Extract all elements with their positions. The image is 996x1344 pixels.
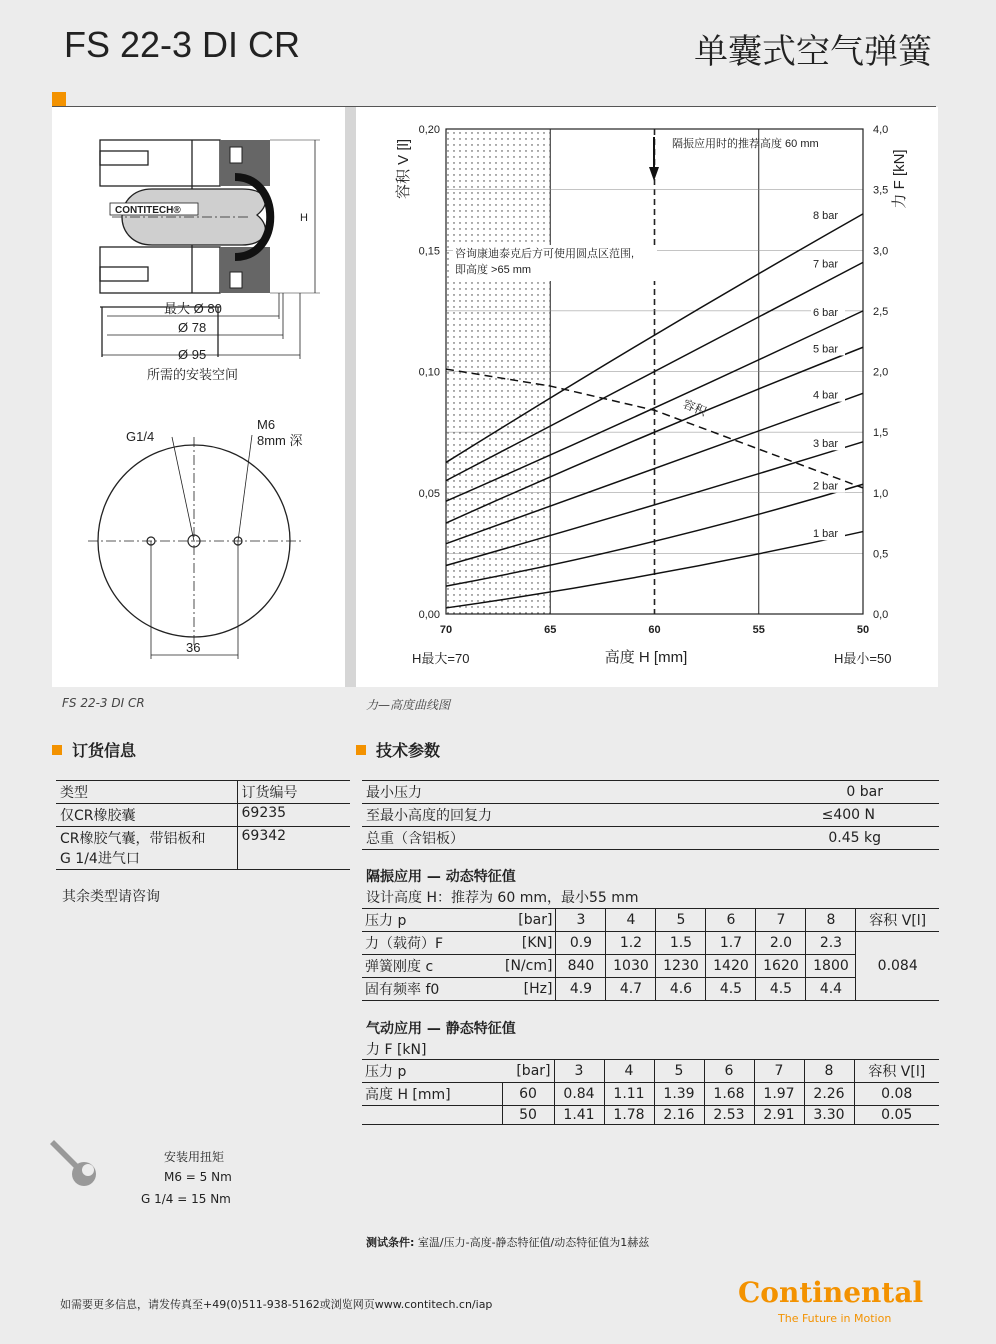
order-col-type: 类型	[56, 781, 237, 804]
x-axis-label: 高度 H [mm]	[604, 649, 688, 666]
param-value: 4.5	[706, 978, 756, 1001]
order-code-cell: 69342	[241, 828, 287, 844]
param-unit: [N/cm]	[505, 958, 553, 974]
param-value: 840	[556, 955, 606, 978]
height-label	[362, 1106, 502, 1125]
order-col-code: 订货编号	[241, 785, 298, 801]
param-unit: [bar]	[518, 912, 553, 928]
param-unit: [bar]	[516, 1063, 551, 1079]
dynamic-table	[362, 908, 939, 1001]
param-value: 1230	[656, 955, 706, 978]
y-right-tick-label: 3,0	[873, 245, 889, 258]
table-row	[362, 909, 939, 932]
table-row	[362, 955, 939, 978]
param-unit: [KN]	[521, 935, 553, 951]
tech-label: 至最小高度的回复力	[366, 808, 492, 824]
recommended-height-note: 隔振应用时的推荐高度 60 mm	[672, 138, 819, 150]
install-space-label: 所需的安装空间	[147, 367, 239, 382]
param-value: 0.9	[556, 932, 606, 955]
param-value: 3	[554, 1060, 604, 1083]
thread-depth-label: 8mm 深	[257, 433, 303, 448]
height-value: 50	[502, 1106, 554, 1125]
series-label: 7 bar	[813, 258, 839, 271]
param-value: 4.4	[806, 978, 856, 1001]
table-row	[362, 1060, 939, 1083]
force-value: 3.30	[804, 1106, 854, 1125]
y-left-tick-label: 0,15	[418, 245, 440, 258]
h-min-label: H最小=50	[834, 651, 892, 666]
x-tick-label: 60	[648, 624, 661, 636]
param-value: 1.2	[606, 932, 656, 955]
test-conditions-text: 室温/压力-高度-静态特征值/动态特征值为1赫兹	[417, 1236, 650, 1249]
param-value: 7	[754, 1060, 804, 1083]
series-label: 4 bar	[813, 389, 839, 402]
torque-g14: G 1/4 = 15 Nm	[141, 1192, 231, 1206]
series-label: 6 bar	[813, 306, 839, 319]
arrow-head-icon	[649, 167, 659, 181]
param-value: 3	[556, 909, 606, 932]
param-label: 固有频率 f0	[365, 982, 440, 998]
param-value: 1.5	[656, 932, 706, 955]
order-type-cell: CR橡胶气囊，带铝板和	[60, 831, 206, 847]
h-max-label: H最大=70	[412, 651, 470, 666]
force-value: 1.68	[704, 1083, 754, 1106]
force-value: 2.26	[804, 1083, 854, 1106]
param-value: 1800	[806, 955, 856, 978]
dim-78: Ø 78	[178, 320, 207, 335]
force-value: 1.97	[754, 1083, 804, 1106]
param-label: 弹簧刚度 c	[365, 959, 434, 975]
order-type-cell-line2: G 1/4进气口	[60, 851, 140, 867]
tech-basic-table	[362, 780, 939, 850]
table-row	[56, 804, 350, 827]
bullet-square-icon	[356, 745, 366, 755]
x-tick-label: 55	[752, 624, 765, 636]
table-row	[362, 932, 939, 955]
param-value: 8	[804, 1060, 854, 1083]
param-value: 7	[756, 909, 806, 932]
param-value: 4	[604, 1060, 654, 1083]
footer-contact: 如需要更多信息，请发传真至+49(0)511-938-5162或浏览网页www.contitech.cn/iap	[60, 1298, 493, 1311]
height-value: 60	[502, 1083, 554, 1106]
force-value: 0.84	[554, 1083, 604, 1106]
series-label: 2 bar	[813, 480, 839, 493]
bullet-square-icon	[52, 745, 62, 755]
force-height-chart	[356, 107, 938, 687]
force-value: 2.16	[654, 1106, 704, 1125]
order-section-heading	[52, 738, 136, 761]
tech-label: 最小压力	[366, 785, 422, 801]
param-value: 6	[706, 909, 756, 932]
series-label: 8 bar	[813, 209, 839, 222]
force-value: 2.53	[704, 1106, 754, 1125]
dotted-note-line1: 咨询康迪泰克后方可使用圆点区范围,	[455, 248, 635, 260]
table-row	[56, 827, 350, 870]
brand-slogan: The Future in Motion	[778, 1312, 892, 1325]
order-note: 其余类型请咨询	[62, 889, 160, 905]
series-label: 3 bar	[813, 438, 839, 451]
param-unit: [Hz]	[523, 981, 553, 997]
table-row	[362, 804, 939, 827]
series-label: 1 bar	[813, 528, 839, 541]
tech-heading-text: 技术参数	[376, 741, 441, 760]
dyn-title: 隔振应用 — 动态特征值	[366, 869, 516, 885]
param-value: 2.3	[806, 932, 856, 955]
param-label: 压力 p	[365, 913, 407, 929]
param-value: 1030	[606, 955, 656, 978]
param-value: 4.5	[756, 978, 806, 1001]
param-value: 4.7	[606, 978, 656, 1001]
param-label: 压力 p	[365, 1064, 407, 1080]
volume-header: 容积 V[l]	[856, 909, 939, 932]
thread-label: M6	[257, 417, 276, 432]
table-row	[362, 781, 939, 804]
order-table	[56, 780, 350, 870]
param-value: 6	[704, 1060, 754, 1083]
force-value: 1.78	[604, 1106, 654, 1125]
y-right-tick-label: 0,5	[873, 548, 889, 561]
order-code-cell: 69235	[241, 805, 287, 821]
table-row	[362, 827, 939, 850]
force-value: 1.11	[604, 1083, 654, 1106]
volume-value: 0.084	[856, 932, 939, 1001]
y-right-tick-label: 2,0	[873, 366, 889, 379]
tech-value: 0.45 kg	[828, 830, 881, 846]
dotted-note-line2: 即高度 >65 mm	[455, 264, 532, 276]
y-right-tick-label: 1,0	[873, 487, 889, 500]
tech-section-heading	[356, 738, 440, 761]
torque-title: 安装用扭矩	[164, 1150, 225, 1164]
dim-max-80: 最大 Ø 80	[164, 301, 222, 316]
dyn-subtitle: 设计高度 H：推荐为 60 mm，最小55 mm	[366, 890, 639, 906]
param-value: 4	[606, 909, 656, 932]
x-tick-label: 50	[856, 624, 870, 636]
x-tick-label: 70	[439, 624, 453, 636]
table-row	[362, 1106, 939, 1125]
page-title-chinese: 单囊式空气弹簧	[694, 32, 932, 72]
technical-drawing	[52, 107, 345, 687]
param-value: 8	[806, 909, 856, 932]
force-value: 2.91	[754, 1106, 804, 1125]
continental-logo: Continental	[738, 1276, 924, 1309]
chart-caption: 力—高度曲线图	[366, 698, 451, 712]
y-left-tick-label: 0,00	[418, 609, 440, 621]
y-right-axis-label: 力 F [kN]	[891, 149, 908, 209]
y-right-tick-label: 2,5	[873, 305, 889, 318]
accent-square	[52, 92, 66, 106]
drawing-caption: FS 22-3 DI CR	[62, 696, 145, 710]
param-value: 5	[656, 909, 706, 932]
y-left-tick-label: 0,10	[418, 366, 440, 379]
y-right-tick-label: 3,5	[873, 184, 889, 197]
y-right-tick-label: 0,0	[873, 609, 889, 621]
param-value: 4.9	[556, 978, 606, 1001]
param-value: 1620	[756, 955, 806, 978]
param-value: 5	[654, 1060, 704, 1083]
order-type-cell: 仅CR橡胶囊	[56, 804, 237, 827]
test-conditions-label: 测试条件:	[366, 1236, 415, 1249]
dim-95: Ø 95	[178, 347, 207, 362]
torque-m6: M6 = 5 Nm	[164, 1170, 232, 1184]
hole-spacing-label: 36	[186, 640, 201, 655]
x-tick-label: 65	[544, 624, 557, 636]
y-left-tick-label: 0,20	[418, 124, 440, 136]
volume-value: 0.05	[854, 1106, 939, 1125]
param-value: 1420	[706, 955, 756, 978]
tech-value: ≤400 N	[821, 807, 875, 823]
table-row	[362, 978, 939, 1001]
height-label: 高度 H [mm]	[365, 1087, 451, 1103]
test-conditions	[366, 1234, 649, 1250]
tech-value: 0 bar	[846, 784, 883, 800]
y-right-tick-label: 4,0	[873, 124, 889, 136]
volume-value: 0.08	[854, 1083, 939, 1106]
param-label: 力（载荷）F	[365, 936, 444, 952]
page-title: FS 22-3 DI CR	[64, 24, 301, 65]
stat-subtitle: 力 F [kN]	[366, 1042, 427, 1058]
force-value: 1.41	[554, 1106, 604, 1125]
chart-panel	[356, 107, 938, 687]
order-heading-text: 订货信息	[72, 741, 137, 760]
height-dim-label: H	[300, 212, 308, 224]
param-value: 4.6	[656, 978, 706, 1001]
brand-label: CONTITECH®	[115, 205, 181, 216]
volume-header: 容积 V[l]	[854, 1060, 939, 1083]
y-right-tick-label: 1,5	[873, 427, 889, 440]
y-left-tick-label: 0,05	[418, 487, 440, 500]
volume-curve-label: 容积	[680, 396, 709, 419]
series-label: 5 bar	[813, 343, 839, 356]
param-value: 2.0	[756, 932, 806, 955]
port-label: G1/4	[126, 429, 155, 444]
wrench-icon	[50, 1136, 98, 1186]
stat-title: 气动应用 — 静态特征值	[366, 1021, 516, 1037]
force-value: 1.39	[654, 1083, 704, 1106]
static-table	[362, 1059, 939, 1125]
technical-drawing-panel	[52, 107, 345, 687]
panel-divider	[345, 107, 356, 687]
y-left-axis-label: 容积 V [l]	[395, 138, 412, 200]
param-value: 1.7	[706, 932, 756, 955]
table-row	[362, 1083, 939, 1106]
tech-label: 总重（含铝板）	[366, 831, 464, 847]
